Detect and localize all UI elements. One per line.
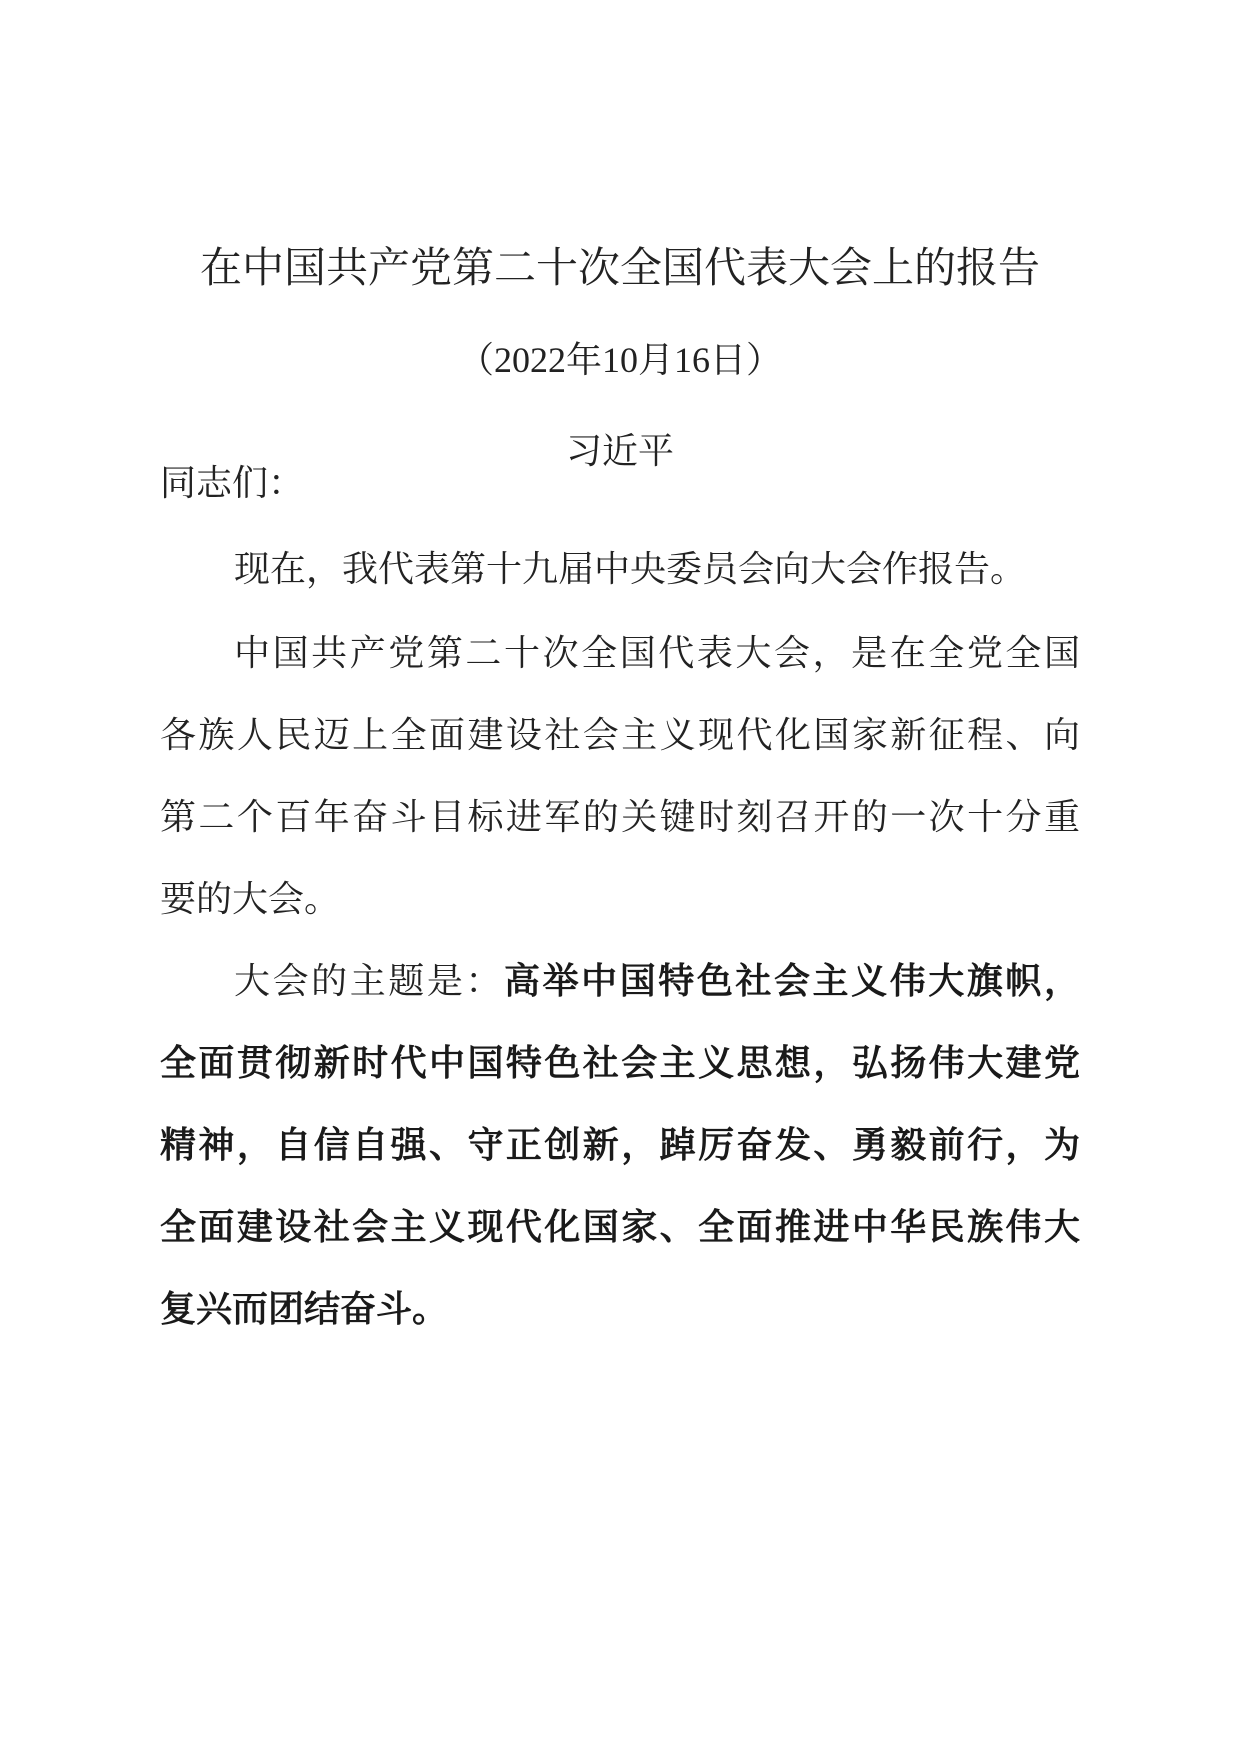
date-day: 16: [674, 340, 710, 380]
paragraph-2-line-2: 各族人民迈上全面建设社会主义现代化国家新征程、向: [160, 715, 1080, 756]
date-close-paren: ）: [746, 340, 783, 381]
date-month-unit: 月: [637, 340, 674, 381]
paragraph-3-line-2: 全面贯彻新时代中国特色社会主义思想，弘扬伟大建党: [160, 1043, 1080, 1084]
salutation: 同志们：: [160, 463, 305, 504]
document-author: 习近平: [565, 431, 674, 472]
date-open-paren: （: [457, 340, 494, 381]
date-month: 10: [601, 340, 638, 380]
paragraph-1-line-1: 现在，我代表第十九届中央委员会向大会作报告。: [234, 549, 1027, 590]
paragraph-3-line-4: 全面建设社会主义现代化国家、全面推进中华民族伟大: [160, 1207, 1080, 1248]
date-year: 2022: [493, 340, 566, 380]
paragraph-3-line-1: [234, 958, 1080, 1006]
date-day-unit: 日: [710, 340, 747, 381]
theme-text-part-1: 高举中国特色社会主义伟大旗帜，: [504, 961, 1080, 1002]
paragraph-2-line-4: 要的大会。: [160, 879, 341, 920]
paragraph-2-line-3: 第二个百年奋斗目标进军的关键时刻召开的一次十分重: [160, 797, 1080, 838]
date-year-unit: 年: [565, 340, 602, 381]
theme-lead: 大会的主题是：: [234, 961, 504, 1002]
document-title: 在中国共产党第二十次全国代表大会上的报告: [199, 243, 1040, 292]
paragraph-3-line-5: 复兴而团结奋斗。: [160, 1289, 449, 1330]
document-date: [0, 336, 1240, 385]
paragraph-2-line-1: 中国共产党第二十次全国代表大会，是在全党全国: [234, 633, 1080, 674]
paragraph-3-line-3: 精神，自信自强、守正创新，踔厉奋发、勇毅前行，为: [160, 1125, 1080, 1166]
